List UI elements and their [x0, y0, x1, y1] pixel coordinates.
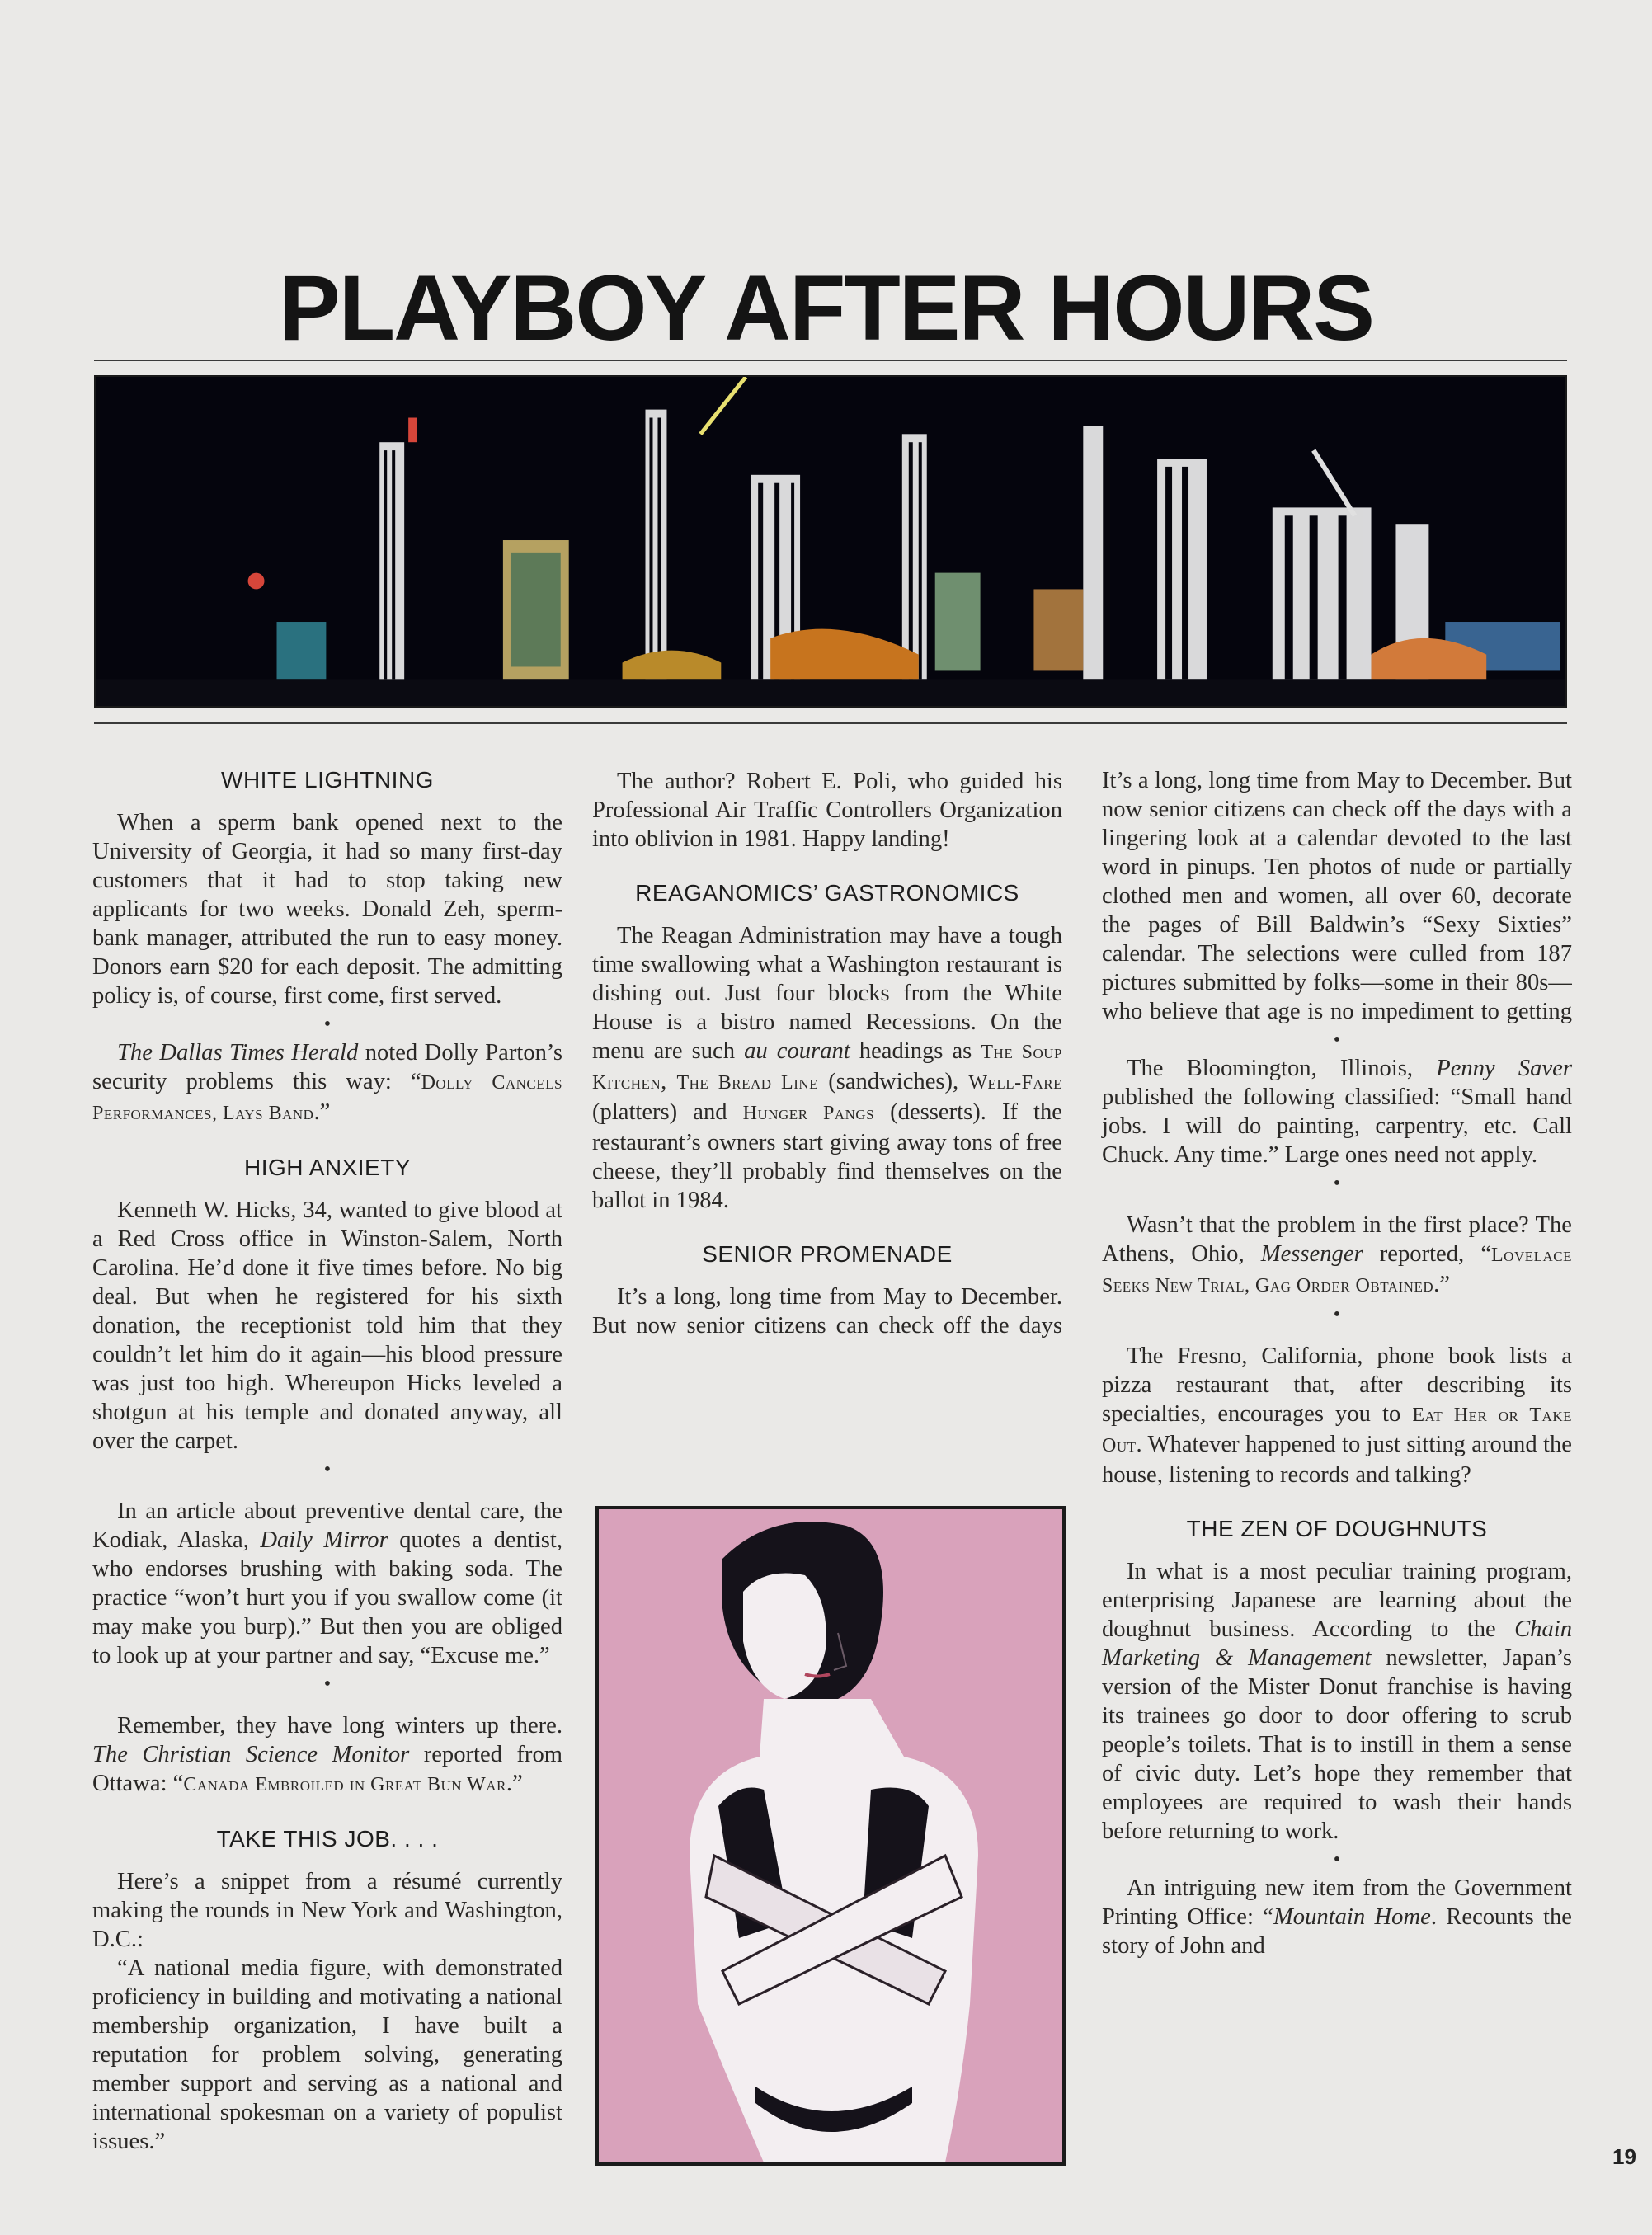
quoted-headline: Lovelace Seeks New Trial, Gag Order Obtained	[1102, 1245, 1572, 1296]
article-paragraph	[1102, 1342, 1572, 1489]
text-run: newsletter, Japan’s version of the Mister Donut franchise is having its trainees go door to door offering to scrub people’s toilets. That is to instill in them a sense of civic duty. Let’s hope they remember that employees are required to wash their hands before returning to work.	[1102, 1645, 1572, 1844]
text-run: In an article about preventive dental care, the Kodiak, Alaska,	[92, 1499, 562, 1553]
publication-name: Chain Marketing & Management	[1102, 1616, 1572, 1671]
text-run: Remember, they have long winters up there.	[117, 1713, 562, 1739]
menu-heading: Hunger Pangs	[742, 1103, 875, 1124]
bullet-divider: •	[323, 1014, 332, 1035]
italic-phrase: au courant	[744, 1038, 850, 1064]
text-run: .”	[506, 1771, 523, 1796]
article-paragraph: It’s a long, long time from May to December. But now senior citizens can check off the days with a lingering look at a calendar devoted to the last word in pinups. Ten photos of nude or partially clothed men and women, all over 60, decorate the pages of Bill Baldwin’s “Sexy Sixties” calendar. The selections were culled from 187 pictures submitted by folks—some in their 80s—who believe that age is no impediment to getting	[1102, 768, 1572, 1024]
pinup-illustration	[595, 1506, 1066, 2166]
book-title: Mountain Home	[1273, 1904, 1431, 1930]
text-run: . Recounts the story of John and	[1102, 1904, 1572, 1959]
article-paragraph	[92, 1038, 562, 1128]
menu-heading: Well-Fare	[968, 1072, 1062, 1094]
column-left	[92, 767, 562, 2156]
text-run: The Bloomington, Illinois,	[1127, 1056, 1437, 1081]
article-paragraph: “A national media figure, with demonstrated proficiency in building and motivating a national membership organization, I have built a reputation for problem solving, generating member support and serving as a national and international spokesman on a variety of populist issues.”	[92, 1955, 562, 2154]
banner-rule	[94, 722, 1567, 724]
text-run: (desserts). If the restaurant’s owners start giving away tons of free cheese, they’ll probably find themselves on the ballot in 1984.	[592, 1099, 1062, 1213]
page-number: 19	[1612, 2144, 1636, 2169]
heading-white-lightning: WHITE LIGHTNING	[221, 767, 434, 793]
quoted-headline: Dolly Cancels Performances, Lays Band	[92, 1072, 562, 1124]
article-paragraph	[592, 921, 1062, 1215]
text-run: The Reagan Administration may have a tough time swallowing what a Washington restaurant is dishing out. Just four blocks from the White House is a bistro named Recessions. On the menu are such	[592, 923, 1062, 1064]
publication-name: Daily Mirror	[260, 1527, 388, 1553]
text-run: published the following classified: “Small hand jobs. I will do painting, carpentry, etc. Call Chuck. Any time.” Large ones need not apply.	[1102, 1085, 1572, 1168]
text-run: ,	[661, 1069, 677, 1094]
publication-name: Messenger	[1260, 1241, 1363, 1267]
article-paragraph: When a sperm bank opened next to the University of Georgia, it had so many first-day customers that it had to stop taking new applicants for two weeks. Donald Zeh, sperm-bank manager, attributed the run to easy money. Donors earn $20 for each deposit. The admitting policy is, of course, first come, first served.	[92, 810, 562, 1009]
quoted-menu-phrase: Eat Her or Take Out	[1102, 1405, 1572, 1456]
article-paragraph	[92, 1711, 562, 1800]
article-paragraph: The author? Robert E. Poli, who guided his Professional Air Traffic Controllers Organization into oblivion in 1981. Happy landing!	[592, 769, 1062, 852]
text-run: In what is a most peculiar training program, enterprising Japanese are learning about the doughnut business. According to the	[1102, 1559, 1572, 1642]
heading-zen-of-doughnuts: THE ZEN OF DOUGHNUTS	[1186, 1516, 1488, 1541]
article-paragraph	[1102, 1211, 1572, 1301]
text-run: An intriguing new item from the Government Printing Office: “	[1102, 1875, 1572, 1930]
text-run: Wasn’t that the problem in the first place? The Athens, Ohio,	[1102, 1212, 1572, 1267]
article-paragraph	[1102, 1874, 1572, 1960]
bullet-divider: •	[1333, 1029, 1341, 1051]
text-run: .”	[1433, 1272, 1450, 1297]
publication-name: The Christian Science Monitor	[92, 1742, 410, 1767]
text-run: (platters) and	[592, 1099, 743, 1125]
masthead-rule	[94, 360, 1567, 361]
bullet-divider: •	[323, 1459, 332, 1480]
article-paragraph: Here’s a snippet from a résumé currently making the rounds in New York and Washington, D.C.:	[92, 1869, 562, 1952]
bullet-divider: •	[1333, 1849, 1341, 1870]
article-paragraph	[1102, 1054, 1572, 1169]
text-run: noted Dolly Parton’s security problems this way: “	[92, 1040, 562, 1094]
column-right	[1102, 767, 1572, 1960]
text-run: headings as	[850, 1038, 981, 1064]
bullet-divider: •	[323, 1673, 332, 1695]
column-middle	[592, 767, 1062, 1340]
text-run: quotes a dentist, who endorses brushing with baking soda. The practice “won’t hurt you if you swallow come (it may make you burp).” But then you are obliged to look up at your partner and say, “Excuse me.”	[92, 1527, 562, 1668]
masthead-title: PLAYBOY AFTER HOURS	[279, 256, 1373, 360]
publication-name: The Dallas Times Herald	[117, 1040, 359, 1066]
text-run: The Fresno, California, phone book lists a pizza restaurant that, after describing its specialties, encourages you to	[1102, 1343, 1572, 1427]
text-run: reported from Ottawa: “	[92, 1742, 562, 1796]
text-run: .”	[313, 1099, 331, 1125]
menu-heading: The Soup Kitchen	[592, 1042, 1062, 1094]
quoted-headline: Canada Embroiled in Great Bun War	[183, 1774, 506, 1795]
heading-senior-promenade: SENIOR PROMENADE	[702, 1241, 953, 1267]
text-run: reported, “	[1363, 1241, 1492, 1267]
heading-high-anxiety: HIGH ANXIETY	[243, 1155, 412, 1180]
text-run: (sandwiches),	[818, 1069, 969, 1094]
article-paragraph	[92, 1497, 562, 1670]
article-paragraph: Kenneth W. Hicks, 34, wanted to give blood at a Red Cross office in Winston-Salem, North Carolina. He’d done it five times before. No big deal. But when he registered for his sixth donation, the receptionist told him that they couldn’t let him do it again—his blood pressure was just too high. Whereupon Hicks leveled a shotgun at his temple and donated anyway, all over the carpet.	[92, 1197, 562, 1454]
article-paragraph: It’s a long, long time from May to December. But now senior citizens can check off the days	[592, 1284, 1062, 1339]
city-skyline-illustration	[94, 375, 1567, 708]
bullet-divider: •	[1333, 1304, 1341, 1325]
article-paragraph	[1102, 1557, 1572, 1846]
publication-name: Penny Saver	[1436, 1056, 1572, 1081]
text-run: . Whatever happened to just sitting around the house, listening to records and talking?	[1102, 1432, 1572, 1488]
bullet-divider: •	[1333, 1173, 1341, 1194]
menu-heading: The Bread Line	[676, 1072, 819, 1094]
heading-take-this-job: TAKE THIS JOB. . . .	[216, 1826, 439, 1852]
heading-reaganomics: REAGANOMICS’ GASTRONOMICS	[635, 880, 1019, 906]
